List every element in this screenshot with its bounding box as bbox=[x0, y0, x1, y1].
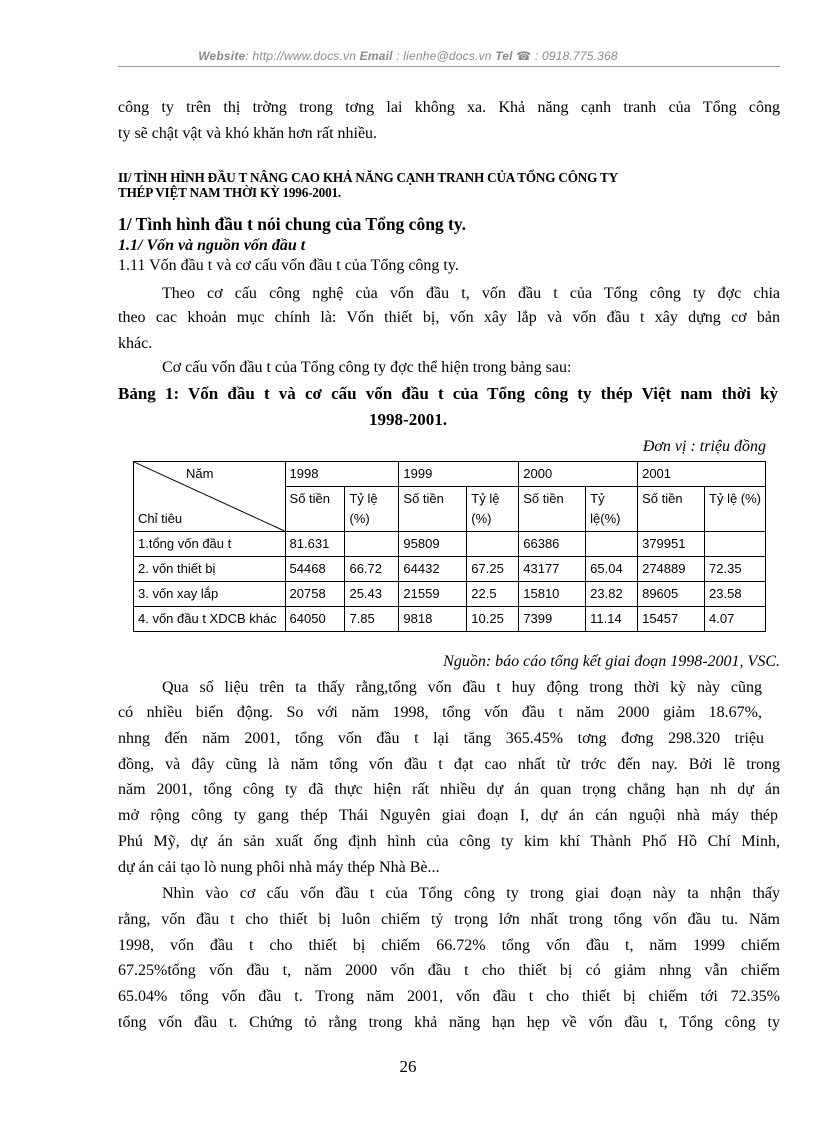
table-cell: 15810 bbox=[519, 582, 586, 607]
table-cell: 64050 bbox=[285, 607, 345, 632]
email-label: Email bbox=[359, 49, 393, 63]
table-row bbox=[134, 557, 766, 582]
year-header: 2001 bbox=[638, 462, 766, 487]
table-cell: 7399 bbox=[519, 607, 586, 632]
table-cell: 54468 bbox=[285, 557, 345, 582]
para4-line: 67.25%tổng vốn đầu t, năm 2000 vốn đầu t cho thiết bị có giảm nhng vẫn chiếm bbox=[118, 962, 780, 979]
table-cell: 11.14 bbox=[586, 607, 638, 632]
table-cell: 25.43 bbox=[345, 582, 399, 607]
table-cell: 72.35 bbox=[705, 557, 766, 582]
amount-subheader: Số tiền bbox=[638, 487, 705, 532]
table-cell: 23.82 bbox=[586, 582, 638, 607]
header-divider bbox=[118, 66, 780, 67]
unit-note: Đơn vị : triệu đồng bbox=[642, 438, 766, 455]
para1-line-2: theo cac khoản mục chính là: Vốn thiết bị, vốn xây lắp và vốn đầu t xây dựng cơ bản bbox=[118, 309, 780, 326]
page-number: 26 bbox=[399, 1057, 417, 1076]
tel-value: ☎ : 0918.775.368 bbox=[512, 49, 618, 63]
row-label: 4. vốn đầu t XDCB khác bbox=[134, 607, 286, 632]
row-label: 2. vốn thiết bị bbox=[134, 557, 286, 582]
section-title-line-1: II/ TÌNH HÌNH ĐẦU T NÂNG CAO KHẢ NĂNG CẠNH TRANH CỦA TỔNG CÔNG TY bbox=[118, 170, 618, 185]
table-cell: 9818 bbox=[399, 607, 467, 632]
investment-table bbox=[133, 461, 766, 632]
table-cell: 64432 bbox=[399, 557, 467, 582]
table-cell: 10.25 bbox=[467, 607, 519, 632]
para4-line: rằng, vốn đầu t cho thiết bị luôn chiếm tỷ trọng lớn nhất trong tổng vốn đầu tu. Năm bbox=[118, 911, 780, 928]
para1-line-1: Theo cơ cấu công nghệ của vốn đầu t, vốn đầu t của Tổng công ty đợc chia bbox=[162, 285, 780, 302]
para4-line: tổng vốn đầu t. Chứng tỏ rằng trong khả năng hạn hẹp về vốn đầu t, Tổng công ty bbox=[118, 1014, 780, 1031]
table-cell: 274889 bbox=[638, 557, 705, 582]
row-label: 1.tổng vốn đầu t bbox=[134, 532, 286, 557]
table-cell: 22.5 bbox=[467, 582, 519, 607]
page-header bbox=[0, 49, 816, 63]
table-cell: 379951 bbox=[638, 532, 705, 557]
website-value: : http://www.docs.vn bbox=[245, 49, 357, 63]
section-title-line-2: THÉP VIỆT NAM THỜI KỲ 1996-2001. bbox=[118, 185, 341, 200]
intro-line-2: ty sẽ chật vật và khó khăn hơn rất nhiều. bbox=[118, 125, 378, 142]
rate-subheader: Tỷ lệ (%) bbox=[705, 487, 766, 532]
heading-3: 1.11 Vốn đầu t và cơ cấu vốn đầu t của Tổng công ty. bbox=[118, 257, 459, 274]
para1-line-3: khác. bbox=[118, 335, 153, 352]
amount-subheader: Số tiền bbox=[519, 487, 586, 532]
website-label: Website bbox=[198, 49, 246, 63]
para3-line: Qua số liệu trên ta thấy rằng,tổng vốn đầu t huy động trong thời kỳ này cũng bbox=[162, 679, 762, 696]
para3-line: đồng, và đây cũng là năm tổng vốn đầu t đạt cao nhất từ trớc đến nay. Bởi lẽ trong bbox=[118, 756, 780, 773]
para3-line: có nhiều biến động. So với năm 1998, tổng vốn đầu t năm 2000 giảm 18.67%, bbox=[118, 704, 762, 721]
table-cell bbox=[467, 532, 519, 557]
amount-subheader: Số tiền bbox=[399, 487, 467, 532]
table-cell: 89605 bbox=[638, 582, 705, 607]
year-header: 1999 bbox=[399, 462, 519, 487]
intro-line-1: công ty trên thị trờng trong tơng lai không xa. Khả năng cạnh tranh của Tổng công bbox=[118, 99, 780, 116]
table-cell: 66.72 bbox=[345, 557, 399, 582]
table-cell bbox=[705, 532, 766, 557]
heading-2: 1.1/ Vốn và nguồn vốn đầu t bbox=[118, 237, 306, 254]
table-cell: 66386 bbox=[519, 532, 586, 557]
corner-indicator-label: Chỉ tiêu bbox=[138, 511, 183, 526]
table-row bbox=[134, 607, 766, 632]
year-header: 2000 bbox=[519, 462, 638, 487]
amount-subheader: Số tiền bbox=[285, 487, 345, 532]
rate-subheader: Tỷ lệ (%) bbox=[345, 487, 399, 532]
table-cell: 20758 bbox=[285, 582, 345, 607]
table-corner-cell bbox=[134, 462, 286, 532]
para2: Cơ cấu vốn đầu t của Tổng công ty đợc thể hiện trong bảng sau: bbox=[162, 359, 572, 376]
para4-line: 1998, vốn đầu t cho thiết bị chiếm 66.72% tổng vốn đầu t, năm 1999 chiếm bbox=[118, 937, 780, 954]
table-cell: 7.85 bbox=[345, 607, 399, 632]
table-cell bbox=[345, 532, 399, 557]
table-cell: 95809 bbox=[399, 532, 467, 557]
para3-line: mở rộng công ty gang thép Thái Nguyên giai đoạn I, dự án cán nguội nhà máy thép bbox=[118, 807, 778, 824]
table-cell: 4.07 bbox=[705, 607, 766, 632]
row-label: 3. vốn xay lắp bbox=[134, 582, 286, 607]
table-row bbox=[134, 532, 766, 557]
corner-year-label: Năm bbox=[186, 466, 214, 481]
table-cell: 67.25 bbox=[467, 557, 519, 582]
para3-line: dự án cải tạo lò nung phôi nhà máy thép Nhà Bè... bbox=[118, 859, 440, 876]
table-caption-line-1: Bảng 1: Vốn đầu t và cơ cấu vốn đầu t của Tổng công ty thép Việt nam thời kỳ bbox=[118, 384, 778, 403]
rate-subheader: Tỷ lệ(%) bbox=[586, 487, 638, 532]
year-header: 1998 bbox=[285, 462, 399, 487]
table-cell bbox=[586, 532, 638, 557]
table-cell: 23.58 bbox=[705, 582, 766, 607]
table-caption-line-2: 1998-2001. bbox=[369, 410, 447, 429]
email-value: : lienhe@docs.vn bbox=[392, 49, 492, 63]
rate-subheader: Tỷ lệ (%) bbox=[467, 487, 519, 532]
table-row bbox=[134, 582, 766, 607]
para3-line: năm 2001, tổng công ty đã thực hiện rất nhiều dự án quan trọng chẳng hạn nh dự án bbox=[118, 781, 780, 798]
table-cell: 15457 bbox=[638, 607, 705, 632]
table-cell: 21559 bbox=[399, 582, 467, 607]
table-cell: 43177 bbox=[519, 557, 586, 582]
para3-line: Phú Mỹ, dự án sản xuất ống định hình của công ty kim khí Thành Phố Hồ Chí Minh, bbox=[118, 833, 780, 850]
para4-line: 65.04% tổng vốn đầu t. Trong năm 2001, vốn đầu t cho thiết bị chiếm tới 72.35% bbox=[118, 988, 780, 1005]
tel-label: Tel bbox=[495, 49, 513, 63]
heading-1: 1/ Tình hình đầu t nói chung của Tổng công ty. bbox=[118, 214, 467, 234]
source-note: Nguồn: báo cáo tổng kết giai đoạn 1998-2001, VSC. bbox=[443, 653, 780, 670]
para4-line: Nhìn vào cơ cấu vốn đầu t của Tổng công ty trong giai đoạn này ta nhận thấy bbox=[162, 885, 780, 902]
para3-line: nhng đến năm 2001, tổng vốn đầu t lại tăng 365.45% tơng đơng 298.320 triệu bbox=[118, 730, 764, 747]
table-cell: 81.631 bbox=[285, 532, 345, 557]
table-cell: 65.04 bbox=[586, 557, 638, 582]
